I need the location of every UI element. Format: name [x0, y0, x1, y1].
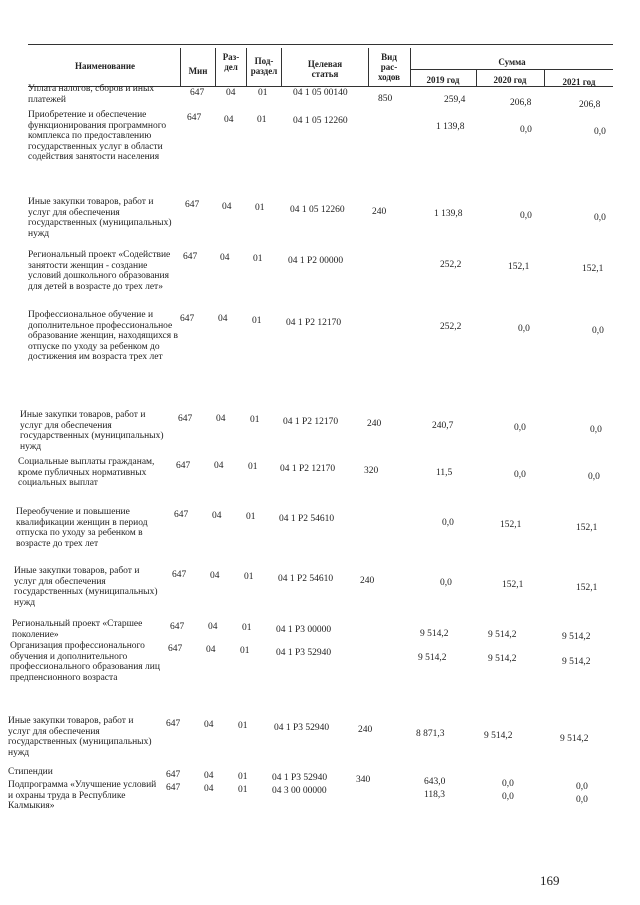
row-razdel: 04	[218, 314, 228, 324]
row-razdel: 04	[210, 571, 220, 581]
row-sum-2020: 0,0	[520, 211, 532, 221]
row-name: Организация профессионального обучения и дополнительного профессионального образования лиц предпенсионного возраста	[10, 641, 160, 683]
row-sum-2021: 0,0	[576, 795, 588, 805]
header-sum-rule	[410, 69, 613, 70]
row-name: Иные закупки товаров, работ и услуг для обеспечения государственных (муниципальных) нужд	[28, 197, 172, 239]
header-2021: 2021 год	[562, 77, 596, 87]
row-sum-2021: 152,1	[576, 523, 598, 533]
row-razdel: 04	[204, 784, 214, 794]
row-target-article: 04 1 05 12260	[290, 205, 345, 215]
row-sum-2019: 0,0	[440, 578, 452, 588]
row-sum-2020: 9 514,2	[488, 630, 517, 640]
row-sum-2019: 11,5	[436, 468, 453, 478]
row-min: 647	[180, 314, 195, 324]
row-sum-2020: 206,8	[510, 98, 532, 108]
header-min: Мин	[188, 66, 208, 76]
row-sum-2019: 240,7	[432, 421, 454, 431]
row-min: 647	[187, 113, 202, 123]
row-sum-2021: 0,0	[588, 472, 600, 482]
row-min: 647	[168, 644, 183, 654]
row-sum-2019: 0,0	[442, 518, 454, 528]
row-sum-2021: 152,1	[582, 264, 604, 274]
row-razdel: 04	[212, 511, 222, 521]
row-target-article: 04 1 Р2 00000	[288, 256, 344, 266]
row-name: Иные закупки товаров, работ и услуг для обеспечения государственных (муниципальных) нужд	[8, 716, 152, 758]
row-razdel: 04	[204, 771, 214, 781]
row-target-article: 04 1 Р3 52940	[276, 648, 332, 658]
row-sum-2021: 0,0	[594, 127, 606, 137]
row-name: Региональный проект «Содействие занятости женщин - создание условий дошкольного образования для детей в возрасте до трех лет»	[28, 250, 171, 292]
row-sum-2021: 0,0	[592, 326, 604, 336]
row-target-article: 04 1 Р2 12170	[283, 417, 339, 427]
row-expense-type: 850	[378, 94, 393, 104]
row-podrazdel: 01	[258, 88, 268, 98]
row-sum-2019: 1 139,8	[434, 209, 463, 219]
page-number: 169	[540, 873, 560, 888]
row-min: 647	[166, 783, 181, 793]
header-divider	[476, 69, 477, 86]
row-podrazdel: 01	[253, 254, 263, 264]
row-min: 647	[170, 622, 185, 632]
row-sum-2019: 9 514,2	[418, 653, 447, 663]
row-name: Социальные выплаты гражданам, кроме публичных нормативных социальных выплат	[18, 457, 155, 489]
header-divider	[368, 48, 369, 86]
row-sum-2020: 9 514,2	[484, 731, 513, 741]
row-target-article: 04 1 Р2 12170	[286, 318, 342, 328]
row-sum-2021: 9 514,2	[562, 632, 591, 642]
row-min: 647	[166, 770, 181, 780]
row-min: 647	[176, 461, 191, 471]
row-min: 647	[172, 570, 187, 580]
row-podrazdel: 01	[250, 415, 260, 425]
row-sum-2019: 8 871,3	[416, 729, 445, 739]
row-razdel: 04	[226, 88, 236, 98]
header-target-article: Целевая статья	[307, 59, 343, 79]
row-min: 647	[183, 252, 198, 262]
row-sum-2021: 9 514,2	[562, 657, 591, 667]
row-expense-type: 320	[364, 466, 379, 476]
row-expense-type: 340	[356, 775, 371, 785]
row-expense-type: 240	[372, 207, 387, 217]
row-podrazdel: 01	[248, 462, 258, 472]
row-podrazdel: 01	[238, 721, 248, 731]
header-expense-type: Вид рас- ходов	[377, 52, 401, 82]
row-target-article: 04 3 00 00000	[272, 786, 327, 796]
header-divider	[180, 48, 181, 86]
row-name: Уплата налогов, сборов и иных платежей	[28, 84, 155, 105]
row-sum-2020: 152,1	[500, 520, 522, 530]
row-target-article: 04 1 Р2 12170	[280, 464, 336, 474]
row-min: 647	[190, 88, 205, 98]
row-sum-2019: 1 139,8	[436, 122, 465, 132]
header-podrazdel: Под- раздел	[250, 56, 278, 76]
row-podrazdel: 01	[242, 623, 252, 633]
row-expense-type: 240	[360, 576, 375, 586]
row-sum-2020: 0,0	[514, 423, 526, 433]
row-target-article: 04 1 05 12260	[293, 116, 348, 126]
header-divider	[281, 48, 282, 86]
row-sum-2021: 9 514,2	[560, 734, 589, 744]
row-min: 647	[178, 414, 193, 424]
row-name: Стипендии	[8, 767, 53, 777]
row-sum-2020: 0,0	[514, 470, 526, 480]
row-podrazdel: 01	[240, 646, 250, 656]
row-podrazdel: 01	[244, 572, 254, 582]
row-name: Подпрограмма «Улучшение условий и охраны труда в Республике Калмыкия»	[8, 780, 157, 812]
row-name: Профессиональное обучение и дополнительное профессиональное образование женщин, находящихся в отпуске по уходу за ребенком до достижения им возраста трех лет	[28, 310, 178, 363]
row-sum-2020: 152,1	[502, 580, 524, 590]
row-sum-2019: 259,4	[444, 95, 466, 105]
row-target-article: 04 1 05 00140	[293, 88, 348, 98]
row-sum-2020: 152,1	[508, 262, 530, 272]
row-podrazdel: 01	[238, 772, 248, 782]
row-min: 647	[174, 510, 189, 520]
row-name: Переобучение и повышение квалификации женщин в период отпуска по уходу за ребенком в возрасте до трех лет	[16, 507, 148, 549]
header-sum: Сумма	[498, 57, 526, 67]
row-razdel: 04	[204, 720, 214, 730]
row-razdel: 04	[216, 414, 226, 424]
row-razdel: 04	[220, 253, 230, 263]
row-razdel: 04	[224, 115, 234, 125]
row-sum-2019: 252,2	[440, 322, 462, 332]
row-sum-2020: 0,0	[518, 324, 530, 334]
row-sum-2020: 9 514,2	[488, 654, 517, 664]
row-sum-2021: 152,1	[576, 583, 598, 593]
row-target-article: 04 1 Р2 54610	[278, 574, 334, 584]
row-sum-2021: 0,0	[576, 782, 588, 792]
header-2020: 2020 год	[493, 75, 527, 85]
header-2019: 2019 год	[426, 75, 460, 85]
row-sum-2019: 118,3	[424, 790, 446, 800]
row-sum-2020: 0,0	[502, 779, 514, 789]
row-razdel: 04	[222, 202, 232, 212]
header-razdel: Раз- дел	[222, 52, 240, 72]
row-sum-2020: 0,0	[502, 792, 514, 802]
row-min: 647	[185, 200, 200, 210]
row-podrazdel: 01	[246, 512, 256, 522]
row-expense-type: 240	[358, 725, 373, 735]
row-podrazdel: 01	[238, 785, 248, 795]
row-sum-2021: 206,8	[579, 100, 601, 110]
row-sum-2021: 0,0	[590, 425, 602, 435]
row-sum-2019: 9 514,2	[420, 629, 449, 639]
row-sum-2019: 252,2	[440, 260, 462, 270]
row-expense-type: 240	[367, 419, 382, 429]
header-top-rule	[28, 44, 613, 45]
row-target-article: 04 1 Р2 54610	[279, 514, 335, 524]
header-divider	[544, 69, 545, 86]
row-razdel: 04	[214, 461, 224, 471]
row-name: Иные закупки товаров, работ и услуг для обеспечения государственных (муниципальных) нужд	[14, 566, 158, 608]
row-name: Региональный проект «Старшее поколение»	[12, 619, 143, 640]
row-sum-2021: 0,0	[594, 213, 606, 223]
row-name: Приобретение и обеспечение функционирования программного комплекса по предоставлению государственных услуг в области содействия занятости населения	[28, 110, 167, 163]
header-name: Наименование	[75, 61, 135, 71]
row-razdel: 04	[206, 645, 216, 655]
row-name: Иные закупки товаров, работ и услуг для обеспечения государственных (муниципальных) нужд	[20, 410, 164, 452]
header-divider	[410, 48, 411, 86]
row-podrazdel: 01	[257, 115, 267, 125]
row-target-article: 04 1 Р3 52940	[272, 773, 328, 783]
row-target-article: 04 1 Р3 00000	[276, 625, 332, 635]
row-razdel: 04	[208, 622, 218, 632]
row-sum-2019: 643,0	[424, 777, 446, 787]
row-target-article: 04 1 Р3 52940	[274, 723, 330, 733]
row-podrazdel: 01	[255, 203, 265, 213]
row-podrazdel: 01	[252, 316, 262, 326]
row-min: 647	[166, 719, 181, 729]
row-sum-2020: 0,0	[520, 125, 532, 135]
